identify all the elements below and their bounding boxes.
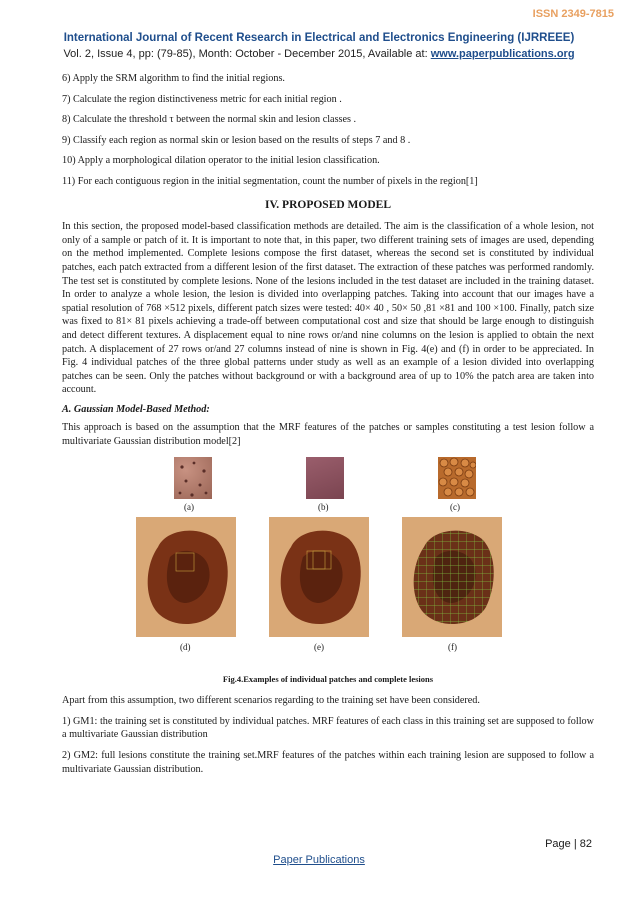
journal-url[interactable]: www.paperpublications.org bbox=[430, 48, 575, 60]
label-f: (f) bbox=[448, 641, 457, 652]
publisher-link[interactable]: Paper Publications bbox=[273, 854, 365, 866]
paragraph-gaussian: This approach is based on the assumption that the MRF features of the patches or samples constituting a test lesion follow a multivariate Gaussian distribution model[2] bbox=[62, 422, 594, 448]
lesion-f-image bbox=[402, 517, 502, 637]
subsection-title: A. Gaussian Model-Based Method: bbox=[62, 403, 210, 415]
section-title: IV. PROPOSED MODEL bbox=[265, 198, 391, 211]
patch-c-image bbox=[438, 457, 476, 499]
lesion-d-image bbox=[136, 517, 236, 637]
lesion-e-image bbox=[269, 517, 369, 637]
patch-a-image bbox=[174, 457, 212, 499]
volume-line bbox=[0, 48, 638, 60]
label-d: (d) bbox=[180, 641, 191, 652]
page-number: Page | 82 bbox=[545, 838, 592, 850]
lesion-e-svg bbox=[269, 517, 369, 637]
lesion-f-svg bbox=[402, 517, 502, 637]
step-7: 7) Calculate the region distinctiveness metric for each initial region . bbox=[62, 93, 342, 105]
step-10: 10) Apply a morphological dilation operator to the initial lesion classification. bbox=[62, 155, 380, 167]
patch-b-image bbox=[306, 457, 344, 499]
patch-a-dots bbox=[174, 457, 212, 499]
paragraph-gm1: 1) GM1: the training set is constituted by individual patches. MRF features of each class in this training set are supposed to follow a multivariate Gaussian distribution bbox=[62, 715, 594, 741]
label-a: (a) bbox=[184, 501, 194, 512]
volume-text: Vol. 2, Issue 4, pp: (79-85), Month: October - December 2015, Available at: bbox=[63, 48, 431, 60]
patch-c-globules bbox=[438, 457, 476, 499]
step-8: 8) Calculate the threshold τ between the normal skin and lesion classes . bbox=[62, 114, 357, 126]
lesion-d-svg bbox=[136, 517, 236, 637]
label-c: (c) bbox=[450, 501, 460, 512]
step-11: 11) For each contiguous region in the initial segmentation, count the number of pixels in the region[1] bbox=[62, 175, 478, 187]
paragraph-scenarios: Apart from this assumption, two different scenarios regarding to the training set have been considered. bbox=[62, 695, 480, 707]
step-6: 6) Apply the SRM algorithm to find the initial regions. bbox=[62, 73, 285, 84]
issn-label: ISSN 2349-7815 bbox=[532, 8, 614, 20]
journal-title: International Journal of Recent Research in Electrical and Electronics Engineering (IJRREEE) bbox=[63, 32, 575, 44]
paragraph-gm2: 2) GM2: full lesions constitute the training set.MRF features of the patches within each training lesion are supposed to follow a multivariate Gaussian distribution. bbox=[62, 750, 594, 775]
page-content bbox=[62, 72, 594, 783]
figure-caption: Fig.4.Examples of individual patches and complete lesions bbox=[222, 673, 434, 684]
figure-4 bbox=[62, 455, 594, 669]
paragraph-intro: In this section, the proposed model-based classification methods are detailed. The aim is the classification of a whole lesion, not only of a sample or patch of it. It is important to note that, in this paper, two different training sets of images are used, depending on the method implemented. Complete lesions compose the first dataset, whereas the second set is constituted by individual patches, each patch extracted from a different lesion of the first dataset. The extraction of these patches was performed randomly. The test set is constituted by complete lesions. None of the lesions included in the test dataset are included in the training dataset. In order to analyze a whole lesion, the lesion is divided into overlapping patches. Taking into account that our images have a spatial resolution of 768 ×512 pixels, different patch sizes were tested: 40× 40 , 50× 50 ,81 ×81 and 100 ×100. Finally, patch size was fixed to 81× 81 pixels achieving a trade-off between computational cost and size that should be large enough to distinguish and detect different textures. A displacement equal to nine rows or/and nine columns on the lesion is applied to obtain the next patch. A displacement of 27 rows or/and 27 columns instead of nine is shown in Fig. 4(e) and (f) in order to be appreciated. In Fig. 4 individual patches of the three global patterns under study as well as an example of a lesion divided into overlapping patches can be seen. Only the patches without background or with a background area of up to 10% the patch area are taken into account. bbox=[62, 221, 594, 396]
label-e: (e) bbox=[314, 641, 324, 652]
step-9: 9) Classify each region as normal skin or lesion based on the results of steps 7 and 8 . bbox=[62, 134, 411, 146]
label-b: (b) bbox=[318, 501, 329, 512]
